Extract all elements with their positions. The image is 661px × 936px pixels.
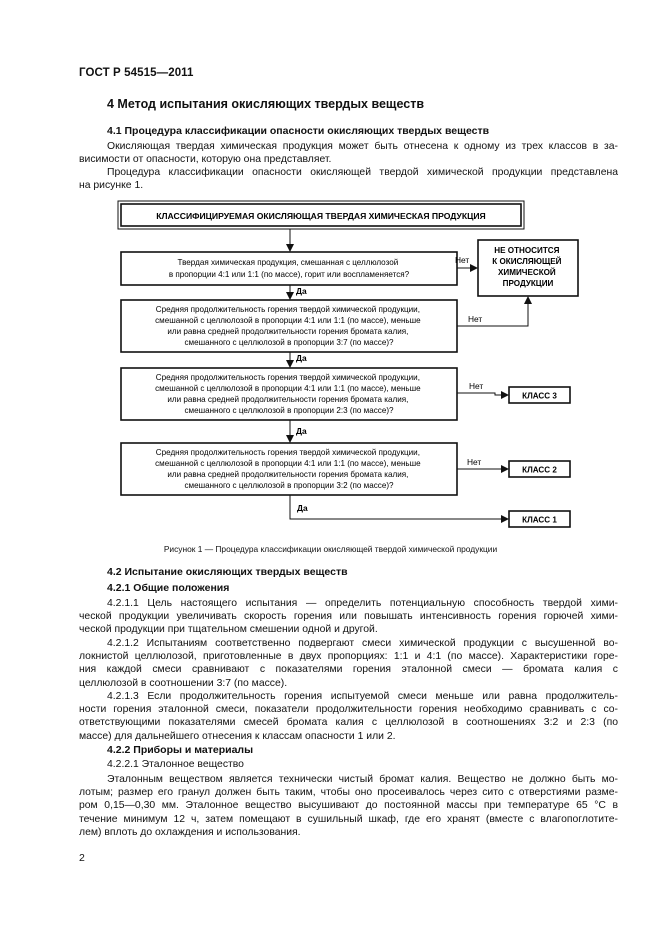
- question-2-line: смешанного с целлюлозой в пропорции 3:7 (по массе)?: [184, 338, 394, 347]
- paragraph-4-2-2-1: [79, 773, 618, 839]
- text-line: целлюлозой в соотношении 3:7 (по массе).: [79, 677, 288, 689]
- class-2-label: КЛАСС 2: [522, 465, 557, 475]
- text-line: 4.2.1.1 Цель настоящего испытания — определить потенциальную способность твердой хими-: [107, 598, 618, 609]
- page-number: 2: [79, 852, 85, 864]
- text-line: ческой продукции увеличивать скорость горения или повышать интенсивность горения горючей хими-: [79, 611, 618, 623]
- text-line: течение минимум 12 ч, затем помещают в сушильный шкаф, где его хранят (вместе с влагопоглотите-: [79, 813, 618, 825]
- class-3-label: КЛАСС 3: [522, 391, 557, 401]
- paragraph-4-2-1-3: [79, 690, 618, 743]
- text-line: Процедура классификации опасности окисляющей твердой химической продукции представлена: [107, 167, 618, 178]
- question-3-text: [155, 373, 423, 415]
- text-line: 4.2.1.2 Испытаниям соответственно подвергают смеси химической продукции с высушенной во-: [107, 638, 618, 649]
- not-oxidizing-text: [492, 246, 563, 288]
- question-box-1: [121, 252, 457, 285]
- text-line: ческой продукции при тщательном смешении одной и другой.: [79, 624, 378, 636]
- label-no-q1: Нет: [455, 255, 470, 265]
- text-line: локнистой целлюлозой, приготовленные в двух пропорциях: 1:1 и 4:1 (по массе). Характеристики горе-: [79, 651, 618, 663]
- label-no-q3: Нет: [469, 381, 484, 391]
- text-line: Эталонным веществом является технически чистый бромат калия. Вещество не должно быть мо-: [107, 774, 618, 785]
- text-line: 4.2.1.3 Если продолжительность горения испытуемой смеси меньше или равна продолжитель-: [107, 691, 618, 702]
- question-1-line: Твердая химическая продукция, смешанная с целлюлозой: [177, 258, 399, 267]
- question-3-line: или равна средней продолжительности горения бромата калия,: [167, 395, 409, 404]
- document-header: ГОСТ Р 54515—2011: [79, 67, 194, 79]
- text-line: висимости от опасности, которую она представляет.: [79, 154, 332, 166]
- text-line: ности горения эталонной смеси, показатели продолжительности горения необходимо сравнивать с со-: [79, 704, 618, 716]
- paragraph-4-2-1-1: [79, 597, 618, 637]
- question-2-line: Средняя продолжительность горения твердой химической продукции,: [155, 305, 420, 314]
- not-oxidizing-line: ХИМИЧЕСКОЙ: [497, 268, 556, 277]
- section-4-2-1-title: 4.2.1 Общие положения: [107, 582, 230, 594]
- question-2-line: или равна средней продолжительности горения бромата калия,: [167, 327, 409, 336]
- question-2-line: смешанной с целлюлозой в пропорции 4:1 или 1:1 (по массе), меньше: [155, 316, 421, 325]
- question-4-line: или равна средней продолжительности горения бромата калия,: [167, 470, 409, 479]
- text-line: ния каждой смеси сравнивают с показателями горения эталонной смеси — бромата калия с: [79, 664, 618, 676]
- not-oxidizing-line: ПРОДУКЦИИ: [502, 279, 554, 288]
- label-yes-q2: Да: [296, 353, 307, 363]
- label-no-q2: Нет: [468, 314, 483, 324]
- label-no-q4: Нет: [467, 457, 482, 467]
- section-4-title: 4 Метод испытания окисляющих твердых веществ: [107, 97, 425, 111]
- label-yes-q3: Да: [296, 426, 307, 436]
- section-4-2-2-title: 4.2.2 Приборы и материалы: [107, 744, 254, 756]
- arrow-q4-yes: [290, 495, 508, 519]
- label-yes-q1: Да: [296, 286, 307, 296]
- question-4-text: [155, 448, 423, 490]
- question-3-line: Средняя продолжительность горения твердой химической продукции,: [155, 373, 420, 382]
- text-line: массе) для дальнейшего отнесения к классам опасности 1 или 2.: [79, 730, 396, 742]
- section-4-1-title: 4.1 Процедура классификации опасности окисляющих твердых веществ: [107, 125, 490, 137]
- text-line: лем) вплоть до охлаждения и использования.: [79, 826, 301, 838]
- text-line: Окисляющая твердая химическая продукция может быть отнесена к одному из трех классов в за-: [107, 141, 618, 152]
- section-4-2-title: 4.2 Испытание окисляющих твердых веществ: [107, 566, 348, 578]
- paragraph-4-2-1-2: [79, 637, 618, 690]
- question-1-text: [169, 258, 410, 279]
- question-1-line: в пропорции 4:1 или 1:1 (по массе), горит или воспламеняется?: [168, 270, 410, 279]
- text-line: ром 0,15—0,30 мм. Эталонное вещество высушивают до постоянной массы при температуре 65 °С в: [79, 800, 618, 812]
- question-4-line: смешанной с целлюлозой в пропорции 4:1 или 1:1 (по массе), меньше: [155, 459, 421, 468]
- question-2-text: [155, 305, 423, 347]
- not-oxidizing-line: К ОКИСЛЯЮЩЕЙ: [492, 257, 562, 266]
- not-oxidizing-line: НЕ ОТНОСИТСЯ: [494, 246, 560, 255]
- section-4-2-2-1-title: 4.2.2.1 Эталонное вещество: [107, 759, 244, 770]
- arrow-q3-no: [457, 393, 508, 395]
- text-line: ответствующими показателями смесей бромата калия с целлюлозой в соотношениях 3:2 и 2:3 (по: [79, 717, 618, 729]
- question-4-line: смешанного с целлюлозой в пропорции 3:2 (по массе)?: [184, 481, 394, 490]
- text-line: лотым; размер его гранул должен быть таким, чтобы оно просеивалось через сито с отверстиями разме-: [79, 787, 618, 799]
- figure-caption: Рисунок 1 — Процедура классификации окисляющей твердой химической продукции: [163, 544, 498, 554]
- class-1-label: КЛАСС 1: [522, 515, 557, 525]
- label-yes-q4: Да: [297, 503, 308, 513]
- question-3-line: смешанной с целлюлозой в пропорции 4:1 или 1:1 (по массе), меньше: [155, 384, 421, 393]
- text-line: на рисунке 1.: [79, 180, 144, 192]
- question-4-line: Средняя продолжительность горения твердой химической продукции,: [155, 448, 420, 457]
- question-3-line: смешанного с целлюлозой в пропорции 2:3 (по массе)?: [184, 406, 394, 415]
- top-box-label: КЛАССИФИЦИРУЕМАЯ ОКИСЛЯЮЩАЯ ТВЕРДАЯ ХИМИЧЕСКАЯ ПРОДУКЦИЯ: [156, 211, 486, 221]
